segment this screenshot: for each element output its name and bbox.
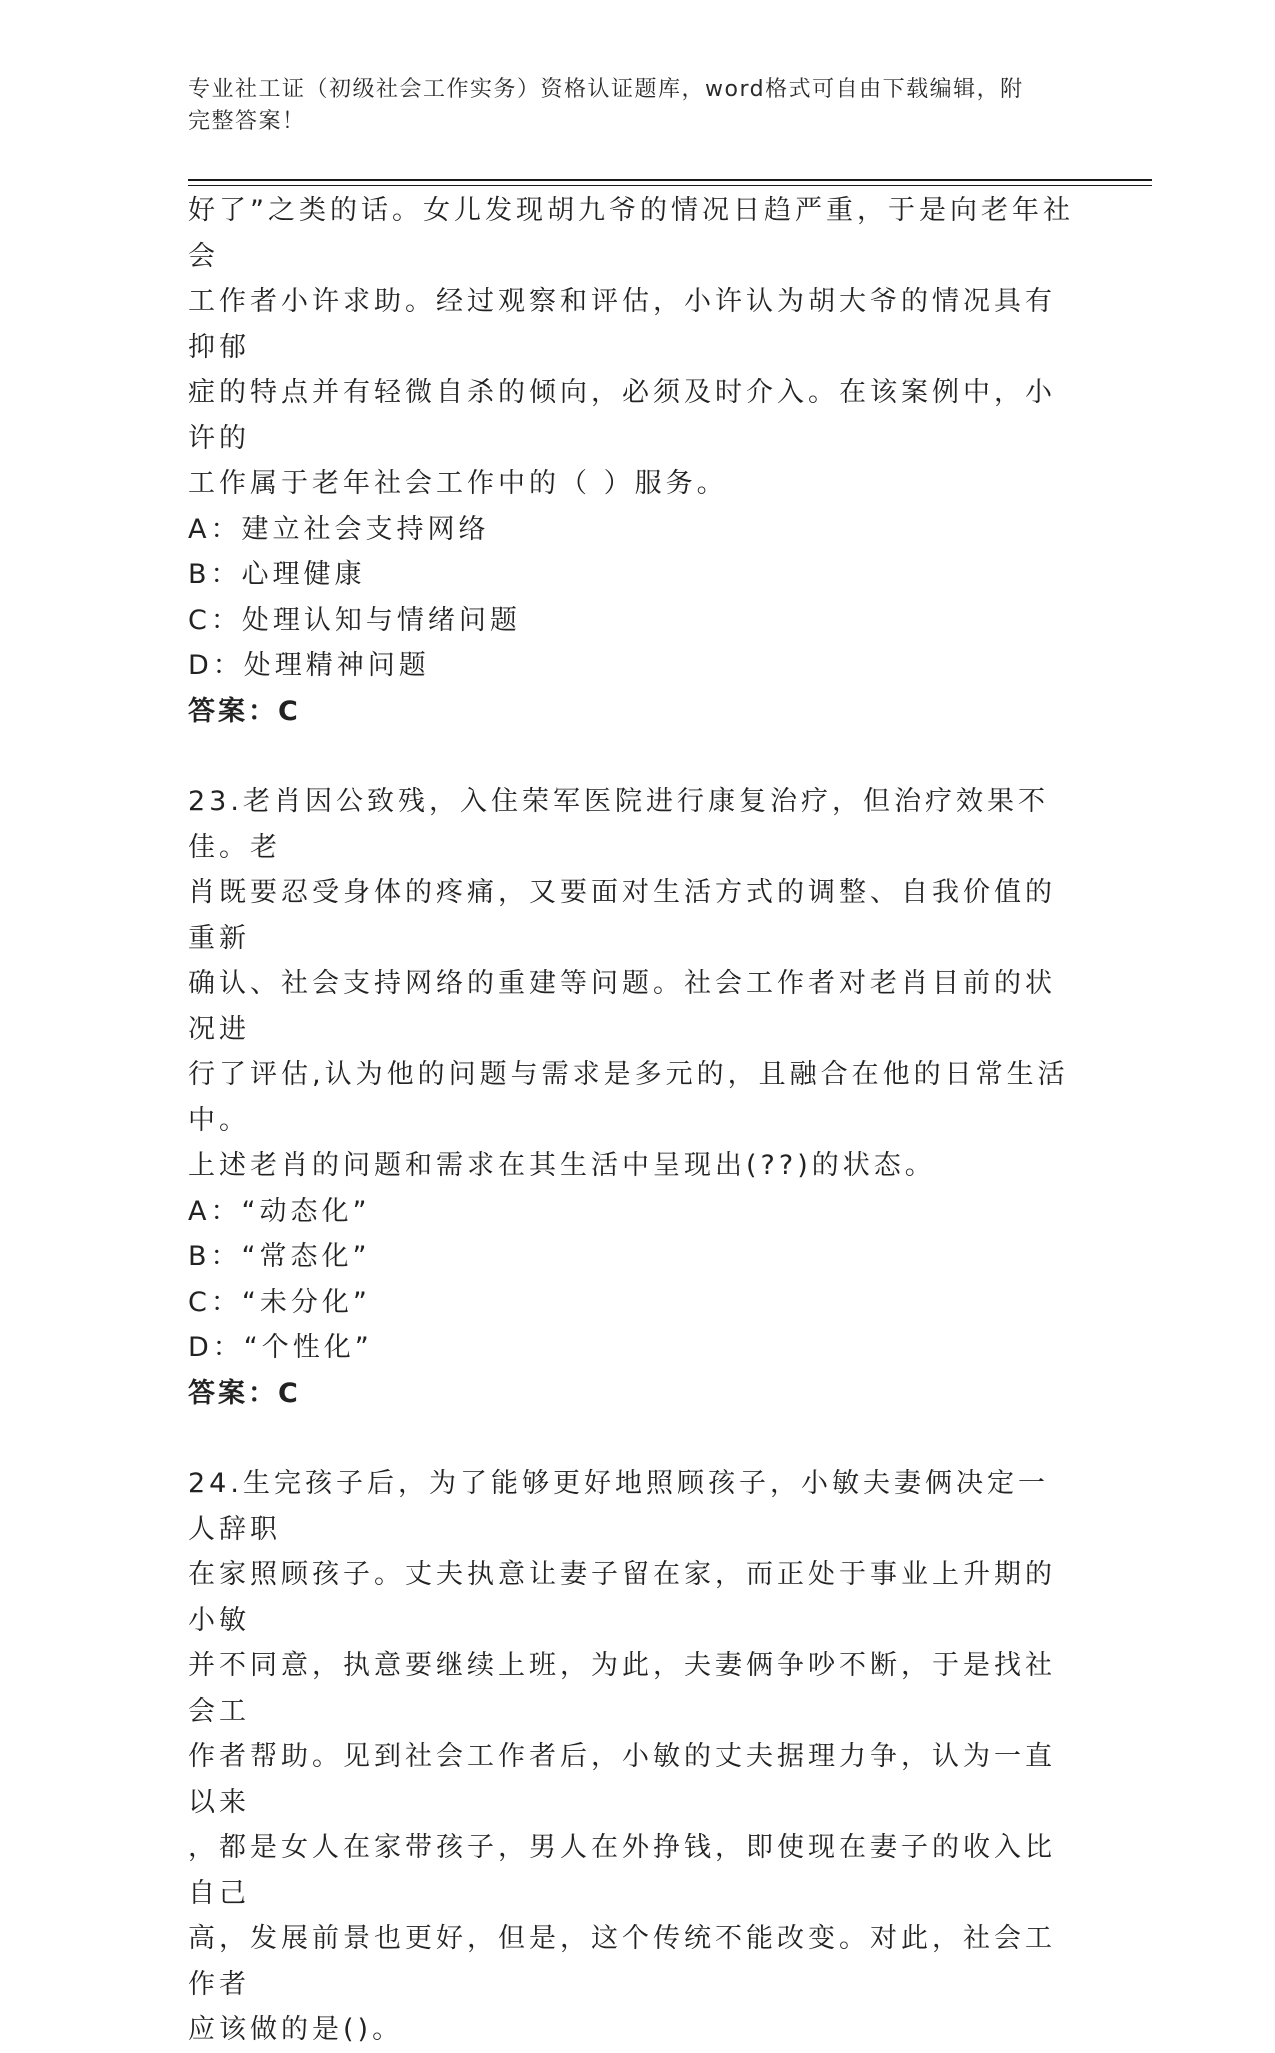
question-text-line: 在家照顾孩子。丈夫执意让妻子留在家，而正处于事业上升期的小敏 <box>188 1559 1056 1636</box>
option-c: C：处理认知与情绪问题 <box>188 604 521 636</box>
question-text-line: 高，发展前景也更好，但是，这个传统不能改变。对此，社会工作者 <box>188 1923 1056 2000</box>
option-b: B：“常态化” <box>188 1241 371 1272</box>
page-header <box>188 74 1088 138</box>
option-b: B：心理健康 <box>188 559 366 590</box>
question-text-line: 23.老肖因公致残，入住荣军医院进行康复治疗，但治疗效果不佳。老 <box>188 786 1049 863</box>
answer: 答案：C <box>188 695 301 727</box>
header-divider <box>188 179 1152 181</box>
option-c: C：“未分化” <box>188 1286 371 1318</box>
question-text-line: 确认、社会支持网络的重建等问题。社会工作者对老肖目前的状况进 <box>188 968 1056 1045</box>
question-text-line: 症的特点并有轻微自杀的倾向，必须及时介入。在该案例中，小许的 <box>188 377 1056 454</box>
spacer <box>188 1416 1078 1461</box>
question-text-line: 作者帮助。见到社会工作者后，小敏的丈夫据理力争，认为一直以来 <box>188 1741 1056 1818</box>
question-text-line: 工作者小许求助。经过观察和评估，小许认为胡大爷的情况具有抑郁 <box>188 286 1056 363</box>
option-d: D：处理精神问题 <box>188 650 430 681</box>
question-22 <box>188 188 1078 734</box>
question-text-line: 应该做的是()。 <box>188 2014 404 2045</box>
question-23 <box>188 779 1078 1416</box>
header-line-1: 专业社工证（初级社会工作实务）资格认证题库，word格式可自由下载编辑，附 <box>188 77 1024 102</box>
question-text-line: 并不同意，执意要继续上班，为此，夫妻俩争吵不断，于是找社会工 <box>188 1650 1056 1727</box>
option-a: A：建立社会支持网络 <box>188 513 490 545</box>
spacer <box>188 734 1078 779</box>
question-text-line: 行了评估,认为他的问题与需求是多元的，且融合在他的日常生活中。 <box>188 1059 1069 1136</box>
question-text-line: 工作属于老年社会工作中的（ ）服务。 <box>188 468 728 499</box>
option-d: D：“个性化” <box>188 1332 373 1363</box>
question-text-line: 肖既要忍受身体的疼痛，又要面对生活方式的调整、自我价值的重新 <box>188 877 1056 954</box>
header-divider-thin <box>188 185 1152 186</box>
question-24 <box>188 1461 1078 2053</box>
option-a: A：“动态化” <box>188 1195 371 1227</box>
question-text-line: 24.生完孩子后，为了能够更好地照顾孩子，小敏夫妻俩决定一人辞职 <box>188 1468 1049 1545</box>
question-text-line: ，都是女人在家带孩子，男人在外挣钱，即使现在妻子的收入比自己 <box>188 1832 1056 1909</box>
question-text-line: 好了”之类的话。女儿发现胡九爷的情况日趋严重，于是向老年社会 <box>188 195 1074 272</box>
page-content <box>188 188 1078 2053</box>
answer: 答案：C <box>188 1377 301 1409</box>
question-text-line: 上述老肖的问题和需求在其生活中呈现出(??)的状态。 <box>188 1150 936 1181</box>
header-line-2: 完整答案！ <box>188 109 306 134</box>
